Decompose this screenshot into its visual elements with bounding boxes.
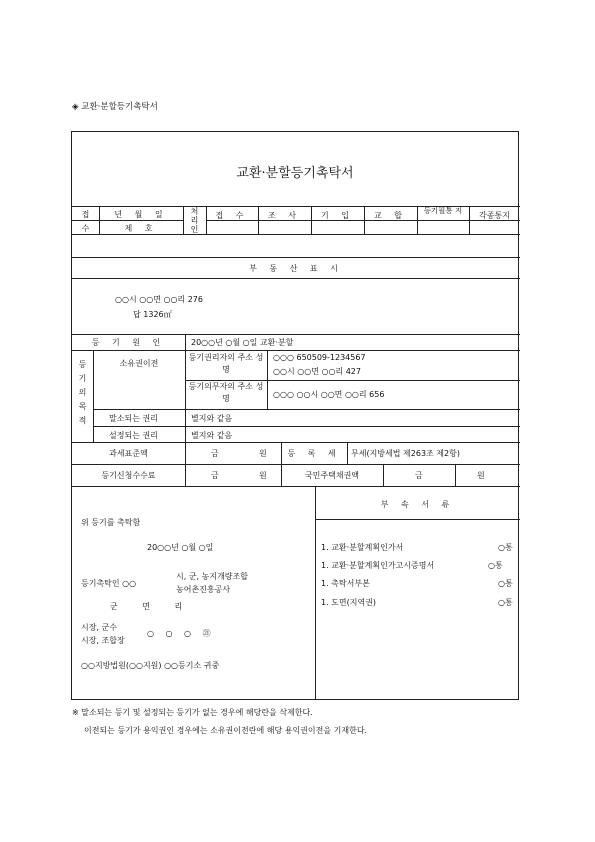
mayor-line-2: 시장, 조합장 [81,636,125,645]
established-rights-label: 설정되는 권리 [109,431,158,440]
established-rights-value: 별지와 같음 [191,431,233,440]
extinguished-rights-value: 별지와 같음 [191,414,233,423]
cause-value: 20○○년 ○월 ○일 교환·분할 [191,338,294,347]
col-various-notices: 각종통지 [479,211,510,220]
note-line-2: 이전되는 등기가 용익권인 경우에는 소유권이전란에 해당 용익권이전을 기재한다. [84,726,368,735]
attachment-qty: ○통 [498,579,513,588]
receipt-number-label: 제 호 [124,224,158,233]
ownership-transfer-label: 소유권이전 [119,359,159,368]
attachment-qty: ○통 [488,561,503,570]
col-entry: 기 입 [321,211,354,220]
col-collation: 교 합 [374,211,407,220]
gun-myeon-ri: 군 면 리 [110,602,183,611]
bond-won-suffix: 원 [477,471,485,480]
attachment-qty: ○통 [498,543,513,552]
attachment-qty: ○통 [498,598,513,607]
court-line: ○○지방법원(○○지원) ○○등기소 귀중 [81,661,220,670]
document-heading: ◈ 교환·분할등기촉탁서 [72,102,158,112]
property-area: 답 1326㎡ [133,310,172,319]
requester-org-2: 농어촌진흥공사 [176,585,231,594]
fee-won-suffix: 원 [259,471,267,480]
receipt-jeop-label: 접 [81,210,90,219]
obligor-label: 등기의무자의 주소 성명 [188,382,264,403]
attachments-header: 부 속 서 류 [380,500,455,509]
entrustment-form [71,131,519,700]
obligor-value: ○○○ ○○시 ○○면 ○○리 656 [273,390,385,399]
registration-tax-value: 무세(지방세법 제263조 제2항) [351,449,460,458]
col-receipt: 접 수 [215,211,249,220]
bond-won-prefix: 금 [415,471,423,480]
holder-id: ○○○ 650509-1234567 [273,353,366,362]
form-title: 교환·분할등기촉탁서 [236,166,354,181]
extinguished-rights-label: 말소되는 권리 [109,414,158,423]
note-line-1: ※ 말소되는 등기 및 설정되는 등기가 없는 경우에 해당란을 삭제한다. [72,708,313,717]
tax-standard-label: 과세표준액 [109,449,148,458]
housing-bond-label: 국민주택채권액 [304,471,360,480]
cause-label: 등 기 원 인 [91,338,166,347]
entrust-date: 20○○년 ○월 ○일 [147,543,214,552]
tax-standard-won-suffix: 원 [259,449,267,458]
attachment-item: 1. 도면(지역권) [321,598,377,607]
attachment-item: 1. 촉탁서부본 [321,579,370,588]
tax-standard-won-prefix: 금 [211,449,219,458]
receipt-su-label: 수 [81,224,90,233]
fee-won-prefix: 금 [211,471,219,480]
processor-label: 처리인 [190,207,199,234]
holder-label: 등기권리자의 주소 성명 [188,353,264,374]
property-section-label: 부 동 산 표 시 [249,264,343,273]
attachment-item: 1. 교환·분할계획인가서 [321,543,404,552]
holder-address: ○○시 ○○면 ○○리 427 [273,367,361,376]
fee-label: 등기신청수수료 [101,471,156,480]
purpose-side-label: 등기의목적 [78,360,87,425]
property-address: ○○시 ○○면 ○○리 276 [115,295,203,304]
requester-org-1: 시, 군, 농지개량조합 [176,572,248,581]
col-completion-notice: 등기필통 지 [423,206,463,215]
receipt-date-label: 년 월 일 [114,210,168,219]
registration-tax-label: 등 록 세 [287,449,341,458]
requester-label: 등기촉탁인 ○○ [81,579,137,588]
attachment-item: 1. 교환·분할계획인가고시증명서 [321,561,435,570]
mayor-line-1: 시장, 군수 [81,623,117,632]
official-seal: ○ ○ ○ ㉑ [147,629,211,638]
entrust-statement: 위 등기를 촉탁함 [81,518,141,527]
col-inspection: 조 사 [268,211,301,220]
